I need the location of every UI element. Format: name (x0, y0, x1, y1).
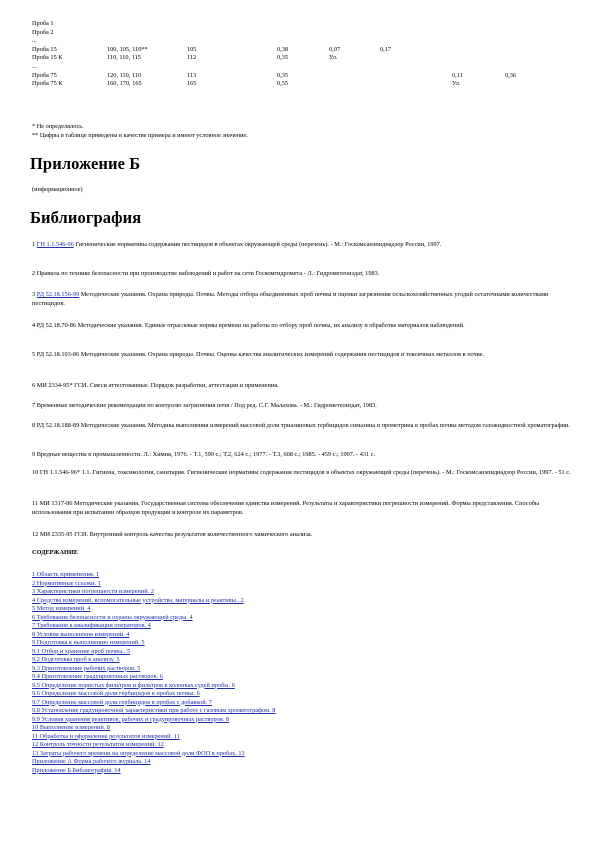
table-cell: 165 (187, 80, 197, 88)
toc-link[interactable]: 7 Требования к квалификации операторов. 4 (32, 622, 151, 629)
bibliography-item-number: 2 (32, 270, 36, 277)
toc-link[interactable]: Приложение А Форма рабочего журнала. 14 (32, 758, 151, 765)
table-cell: 0,17 (380, 45, 392, 53)
toc-link[interactable]: Приложение Б Библиография. 14 (32, 766, 121, 774)
toc-link[interactable]: 9.9 Условия хранения реактивов, рабочих и градуировочных растворов. 8 (32, 715, 230, 723)
table-cell: ... (32, 62, 37, 70)
bibliography-item (32, 500, 572, 518)
toc-link[interactable]: 9.3 Приготовление рабочих растворов. 5 (32, 664, 141, 672)
toc-link[interactable]: 9 Подготовка к выполнению измерений. 5 (32, 639, 145, 646)
bibliography-item (32, 382, 572, 391)
bibliography-item (32, 241, 572, 250)
table-cell: 0,36 (505, 71, 517, 79)
toc-link[interactable]: 1 Область применения. 1 (32, 571, 100, 578)
bibliography-item-text: ГН 1.1.546-96* 1.1. Гигиена, токсикология, санитария. Гигиенические нормативы содержания пестицидов в объектах окружающей среды (перечень). - М.: Госкомсанэпиднадзор России, 1997. - 51 с. (39, 469, 571, 476)
table-cell: 100, 105, 110** (107, 45, 148, 53)
bibliography-item (32, 270, 572, 279)
bibliography-item-text: Вредные вещества в промышленности. Л.: Химия, 1976. - Т.1, 590 с.; Т.2, 624 с.; 1977. - Т.3, 608 с.; 1985. - 459 с.; 1997. - 431 с. (36, 451, 376, 458)
table-notes (32, 123, 248, 140)
table-cell: Ул. (329, 54, 338, 62)
bibliography-item-text: Гигиенические нормативы содержания пестицидов в объектах окружающей среды (перечень). - М.: Госкомсанэпиднадзор России, 1997. (73, 241, 442, 248)
bibliography-doc-link[interactable]: ГН 1.1.546-96 (36, 241, 74, 248)
bibliography-item-number: 1 (32, 241, 36, 248)
bibliography-item-number: 5 (32, 351, 36, 358)
bibliography-item-text: РД 52.18.70-86 Методические указания. Единые отраслевые нормы времени на работы по отбору проб почвы, их анализу и обработке материалов наблюдений. (36, 322, 465, 329)
table-cell: 0,38 (277, 45, 289, 53)
table-cell: ... (32, 37, 37, 45)
bibliography-item-text: МИ 2335-95 ГСИ. Внутренний контроль качества результатов количественного химического анализа. (39, 531, 313, 538)
bibliography-item-number: 4 (32, 322, 36, 329)
table-cell: 113 (187, 71, 197, 79)
toc-link[interactable]: 8 Условия выполнения измерений. 4 (32, 630, 130, 638)
note-example-values: ** Цифры в таблице приведены в качестве примера и имеют условное значение. (32, 131, 248, 139)
table-cell: Ул. (452, 80, 461, 88)
table-cell: 105 (187, 45, 197, 53)
table-cell: Проба 15 К (32, 54, 63, 62)
bibliography-item-text: Правила по технике безопасности при производстве наблюдений и работ на сети Госкомгидромета - Л.: Гидрометеоиздат, 1983. (36, 270, 380, 277)
bibliography-item (32, 451, 572, 460)
table-cell: 0,35 (277, 54, 289, 62)
bibliography-doc-link[interactable]: РД 52.18.156-99 (36, 291, 80, 298)
table-of-contents (32, 571, 275, 775)
toc-link[interactable]: 2 Нормативные ссылки. 1 (32, 579, 101, 587)
toc-link[interactable]: 9.8 Установление градуировочной характеристики при работе с газовым хроматографом. 8 (32, 707, 276, 714)
table-cell: 0,35 (277, 71, 289, 79)
toc-link[interactable]: 9.4 Приготовление градуировочных растворов. 6 (32, 673, 163, 680)
note-not-determined: * Не определялось. (32, 123, 84, 130)
toc-link[interactable]: 9.2 Подготовка проб к анализу. 5 (32, 656, 120, 663)
bibliography-item (32, 402, 572, 411)
table-cell: 0,07 (329, 45, 341, 53)
toc-link[interactable]: 5 Метод измерений. 4 (32, 605, 91, 612)
toc-link[interactable]: 9.6 Определение массовой доли гербицидов в пробах почвы. 6 (32, 690, 200, 697)
bibliography-item-number: 6 (32, 382, 36, 389)
toc-link[interactable]: 13 Затраты рабочего времени на определение массовой доли ФОП в пробах. 13 (32, 749, 245, 757)
bibliography-item-text: МИ 1317-86 Методические указания. Государственная система обеспечения единства измерений. Результаты и характеристики погрешности измерений. Формы представления. Способы использования при испытании образцов продукции и контроле их параметров. (32, 500, 540, 516)
bibliography-item (32, 422, 572, 431)
toc-link[interactable]: 12 Контроль точности результатов измерений. 12 (32, 741, 164, 748)
bibliography-title: Библиография (30, 208, 142, 227)
bibliography-item-number: 8 (32, 422, 36, 429)
toc-link[interactable]: 9.1 Отбор и хранение проб почвы.. 5 (32, 647, 131, 655)
bibliography-item-text: Временные методические рекомендации по контролю загрязнения почв / Под ред. С.Г. Малахова. - М.: Гидрометеоиздат, 1983. (36, 402, 377, 409)
bibliography-item-text: МИ 2334-95* ГСИ. Смеси аттестованные. Порядок разработки, аттестации и применения. (36, 382, 279, 389)
bibliography-item-number: 7 (32, 402, 36, 409)
bibliography-item (32, 291, 572, 309)
bibliography-item-number: 10 (32, 469, 39, 476)
table-cell: 110, 110, 115 (107, 54, 141, 62)
table-cell: 0,55 (277, 80, 289, 88)
bibliography-item (32, 322, 572, 331)
table-cell: Проба 75 К (32, 80, 63, 88)
bibliography-item-text: РД 52.18.188-89 Методические указания. Методика выполнения измерений массовой доли триазиновых гербицидов симазина и прометрина в пробах почвы методом газожидкостной хроматографии. (36, 422, 570, 429)
table-cell: 160, 170, 165 (107, 80, 142, 88)
toc-link[interactable]: 6 Требования безопасности и охраны окружающей среды. 4 (32, 613, 193, 621)
appendix-title: Приложение Б (30, 154, 141, 173)
bibliography-item (32, 469, 572, 478)
bibliography-item-number: 9 (32, 451, 36, 458)
table-cell: 120, 110, 110 (107, 71, 142, 79)
toc-link[interactable]: 4 Средства измерений, вспомогательные устройства, материалы и реактивы.. 2 (32, 596, 244, 604)
toc-link[interactable]: 9.7 Определение массовой доли гербицидов в пробах с добавкой. 7 (32, 698, 212, 706)
table-cell: Проба 75 (32, 71, 57, 79)
appendix-subtitle: (информационное) (32, 186, 83, 193)
bibliography-item-number: 12 (32, 531, 39, 538)
toc-link[interactable]: 11 Обработка и оформление результатов измерений. 11 (32, 732, 180, 740)
bibliography-item-number: 3 (32, 291, 36, 298)
toc-link[interactable]: 10 Выполнение измерений. 8 (32, 724, 111, 731)
table-cell: Проба 2 (32, 28, 54, 36)
bibliography-item-text: Методические указания. Охрана природы. Почвы. Методы отбора объединенных проб почвы и оценки загрязнения сельскохозяйственных угодий остаточными количествами пестицидов. (32, 291, 549, 307)
bibliography-item-text: РД 52.18.103-86 Методические указания. Охрана природы. Почвы. Оценка качества аналитических измерений содержания пестицидов и токсичных металлов в почве. (36, 351, 485, 358)
table-cell: Проба 15 (32, 45, 57, 53)
toc-title: СОДЕРЖАНИЕ (32, 549, 79, 556)
table-cell: Проба 1 (32, 20, 54, 27)
toc-link[interactable]: 9.5 Определение пористых фильтров и фильтров в колонках судей пробы. 6 (32, 681, 235, 689)
bibliography-item (32, 351, 572, 360)
toc-link[interactable]: 3 Характеристики погрешности измерений. 2 (32, 588, 154, 595)
bibliography-item-number: 11 (32, 500, 39, 507)
table-cell: 0,11 (452, 71, 463, 79)
table-cell: 112 (187, 54, 197, 62)
bibliography-item (32, 531, 572, 540)
